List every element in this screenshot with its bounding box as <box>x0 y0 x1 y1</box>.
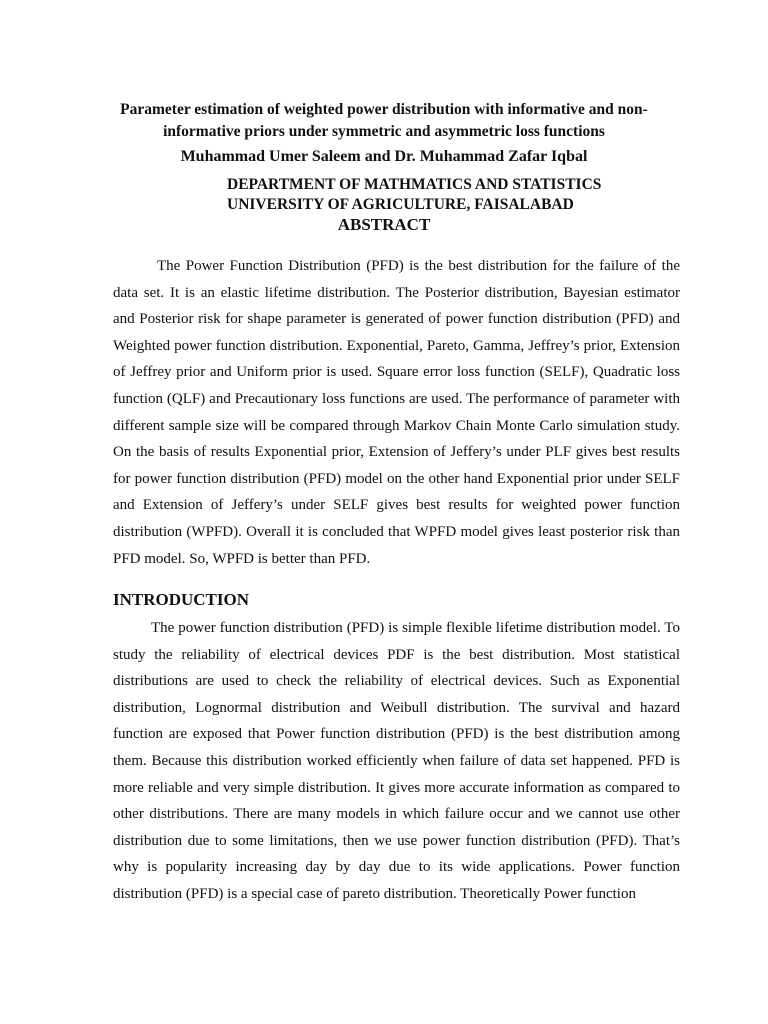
affiliation <box>227 175 647 215</box>
department-name: DEPARTMENT OF MATHMATICS AND STATISTICS <box>227 176 602 193</box>
paper-authors: Muhammad Umer Saleem and Dr. Muhammad Zafar Iqbal <box>180 148 588 165</box>
abstract-heading: ABSTRACT <box>337 215 431 234</box>
introduction-heading: INTRODUCTION <box>113 590 250 609</box>
introduction-paragraph: The power function distribution (PFD) is simple flexible lifetime distribution model. To study the reliability of electrical devices PDF is the best distribution. Most statistical distributions are used to check the reliability of electrical devices. Such as Exponential distribution, Lognormal distribution and Weibull distribution. The survival and hazard function are exposed that Power function distribution (PFD) is the best distribution among them. Because this distribution worked efficiently when failure of data set happened. PFD is more reliable and very simple distribution. It gives more accurate information as compared to other distributions. There are many models in which failure occur and we cannot use other distribution due to some limitations, then we use power function distribution (PFD). That’s why is popularity increasing day by day due to its wide applications. Power function distribution (PFD) is a special case of pareto distribution. Theoretically Power function <box>113 620 680 902</box>
paper-title-line-2: informative priors under symmetric and asymmetric loss functions <box>163 123 605 140</box>
paper-title-line-1: Parameter estimation of weighted power distribution with informative and non- <box>120 101 648 118</box>
paper-title <box>120 99 648 143</box>
abstract-paragraph: The Power Function Distribution (PFD) is the best distribution for the failure of the data set. It is an elastic lifetime distribution. The Posterior distribution, Bayesian estimator and Posterior risk for shape parameter is generated of power function distribution (PFD) and Weighted power function distribution. Exponential, Pareto, Gamma, Jeffrey’s prior, Extension of Jeffrey prior and Uniform prior is used. Square error loss function (SELF), Quadratic loss function (QLF) and Precautionary loss functions are used. The performance of parameter with different sample size will be compared through Markov Chain Monte Carlo simulation study. On the basis of results Exponential prior, Extension of Jeffery’s under PLF gives best results for power function distribution (PFD) model on the other hand Exponential prior under SELF and Extension of Jeffery’s under SELF gives best results for weighted power function distribution (WPFD). Overall it is concluded that WPFD model gives least posterior risk than PFD model. So, WPFD is better than PFD. <box>113 258 680 567</box>
university-name: UNIVERSITY OF AGRICULTURE, FAISALABAD <box>227 196 574 213</box>
